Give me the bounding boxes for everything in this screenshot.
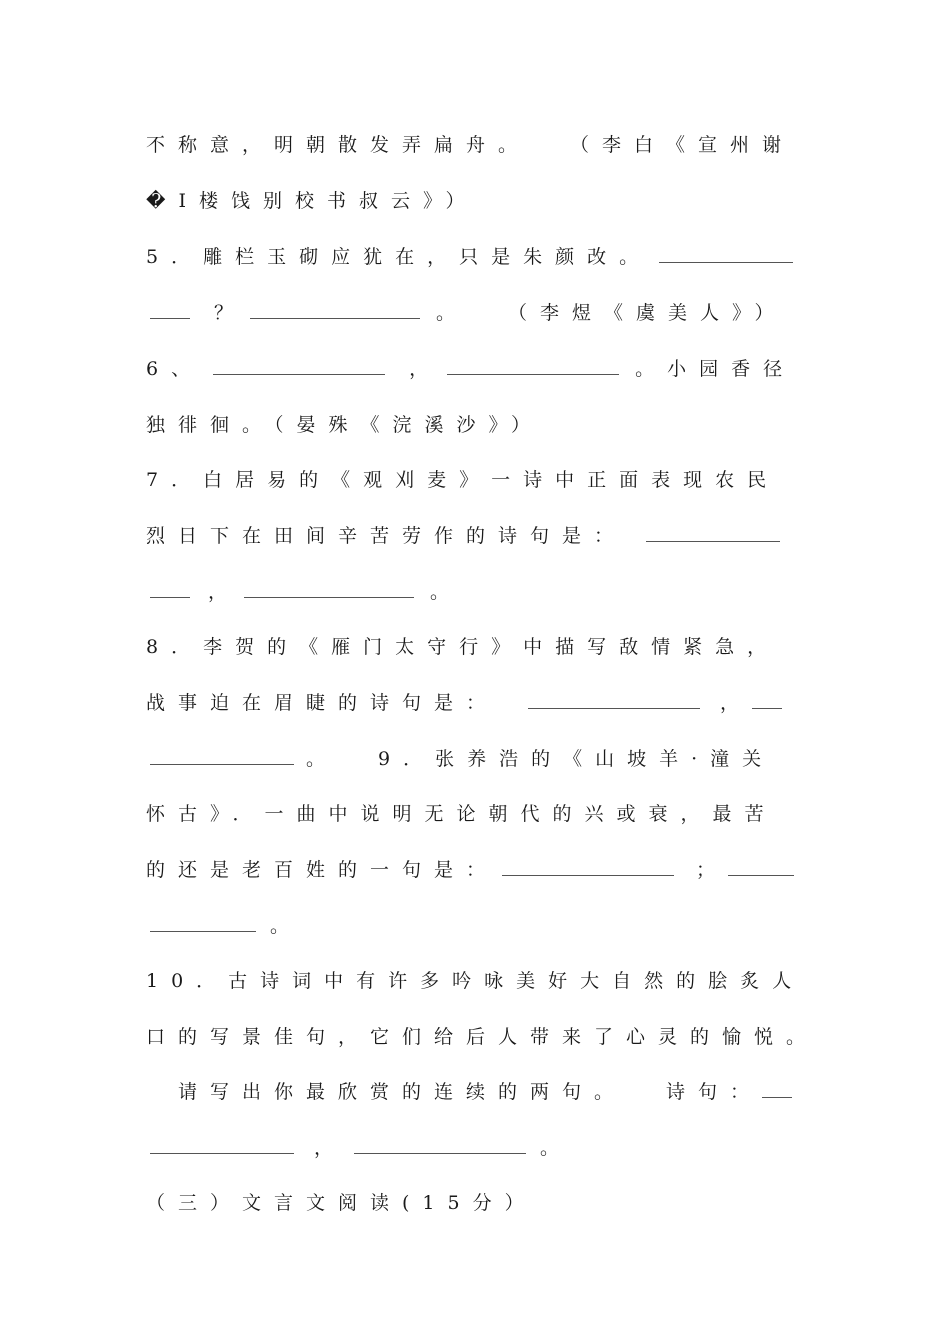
section-heading (146, 1187, 826, 1219)
line-text: 战事迫在眉睫的诗句是： (146, 692, 499, 714)
answer-blank[interactable] (646, 521, 780, 542)
answer-blank[interactable] (213, 354, 385, 375)
line-text: 5．雕栏玉砌应犹在，只是朱颜改。 (146, 246, 652, 268)
line-text: 独徘徊。（晏殊《浣溪沙》） (146, 414, 544, 436)
text-line (146, 520, 826, 552)
text-line (146, 464, 826, 496)
text-line (146, 1076, 826, 1108)
line-text: �I楼饯别校书叔云》） (146, 190, 478, 212)
line-text: 9．张养浩的《山坡羊·潼关 (378, 748, 775, 770)
text-line (146, 1132, 826, 1164)
line-text: 的还是老百姓的一句是： (146, 859, 499, 881)
line-text: 。 (306, 748, 339, 770)
answer-blank[interactable] (502, 855, 674, 876)
answer-blank[interactable] (150, 298, 190, 319)
text-line (146, 854, 826, 886)
line-text: 8．李贺的《雁门太守行》中描写敌情紧急， (146, 636, 780, 658)
line-text: 。 (270, 915, 303, 937)
text-line (146, 1021, 846, 1053)
text-line (146, 798, 826, 830)
answer-blank[interactable] (354, 1133, 526, 1154)
answer-blank[interactable] (728, 855, 794, 876)
line-text: 。 (436, 302, 469, 324)
answer-blank[interactable] (762, 1077, 792, 1098)
line-text: ， (208, 581, 241, 603)
line-text: 不称意，明朝散发弄扁舟。 (146, 134, 531, 156)
line-text: 。 (430, 581, 463, 603)
line-text: 10．古诗词中有许多吟咏美好大自然的脍炙人 (146, 970, 805, 992)
line-text: ， (314, 1137, 347, 1159)
line-text: 6、 (146, 358, 204, 380)
answer-blank[interactable] (528, 688, 700, 709)
line-text: 。小园香径 (635, 358, 796, 380)
answer-blank[interactable] (150, 744, 294, 765)
line-text: 怀古》．一曲中说明无论朝代的兴或衰，最苦 (146, 803, 777, 825)
answer-blank[interactable] (244, 577, 414, 598)
line-text: （李白《宣州谢 (570, 134, 795, 156)
line-text: ， (720, 692, 753, 714)
line-text: 7．白居易的《观刈麦》一诗中正面表现农民 (146, 469, 780, 491)
text-line (146, 297, 826, 329)
text-line (146, 910, 826, 942)
line-text: 。 (540, 1137, 573, 1159)
text-line (146, 353, 826, 385)
text-line (146, 743, 826, 775)
line-text: ？ (214, 302, 247, 324)
text-line (146, 241, 826, 273)
answer-blank[interactable] (659, 242, 793, 263)
line-text: （李煜《虞美人》） (508, 302, 787, 324)
text-line (146, 965, 826, 997)
answer-blank[interactable] (447, 354, 619, 375)
text-line (146, 129, 826, 161)
line-text: （三）文言文阅读(15分） (146, 1192, 537, 1214)
line-text: 诗句： (666, 1081, 763, 1103)
line-text: ， (409, 358, 442, 380)
line-text: 请写出你最欣赏的连续的两句。 (178, 1081, 627, 1103)
line-text: 烈日下在田间辛苦劳作的诗句是： (146, 525, 627, 547)
line-text: ； (696, 859, 729, 881)
text-line (146, 631, 826, 663)
answer-blank[interactable] (150, 911, 256, 932)
line-text: 口的写景佳句，它们给后人带来了心灵的愉悦。 (146, 1026, 819, 1048)
answer-blank[interactable] (150, 1133, 294, 1154)
text-line (146, 185, 826, 217)
text-line (146, 409, 826, 441)
text-line (146, 576, 826, 608)
answer-blank[interactable] (150, 577, 190, 598)
answer-blank[interactable] (250, 298, 420, 319)
answer-blank[interactable] (752, 688, 782, 709)
text-line (146, 687, 826, 719)
